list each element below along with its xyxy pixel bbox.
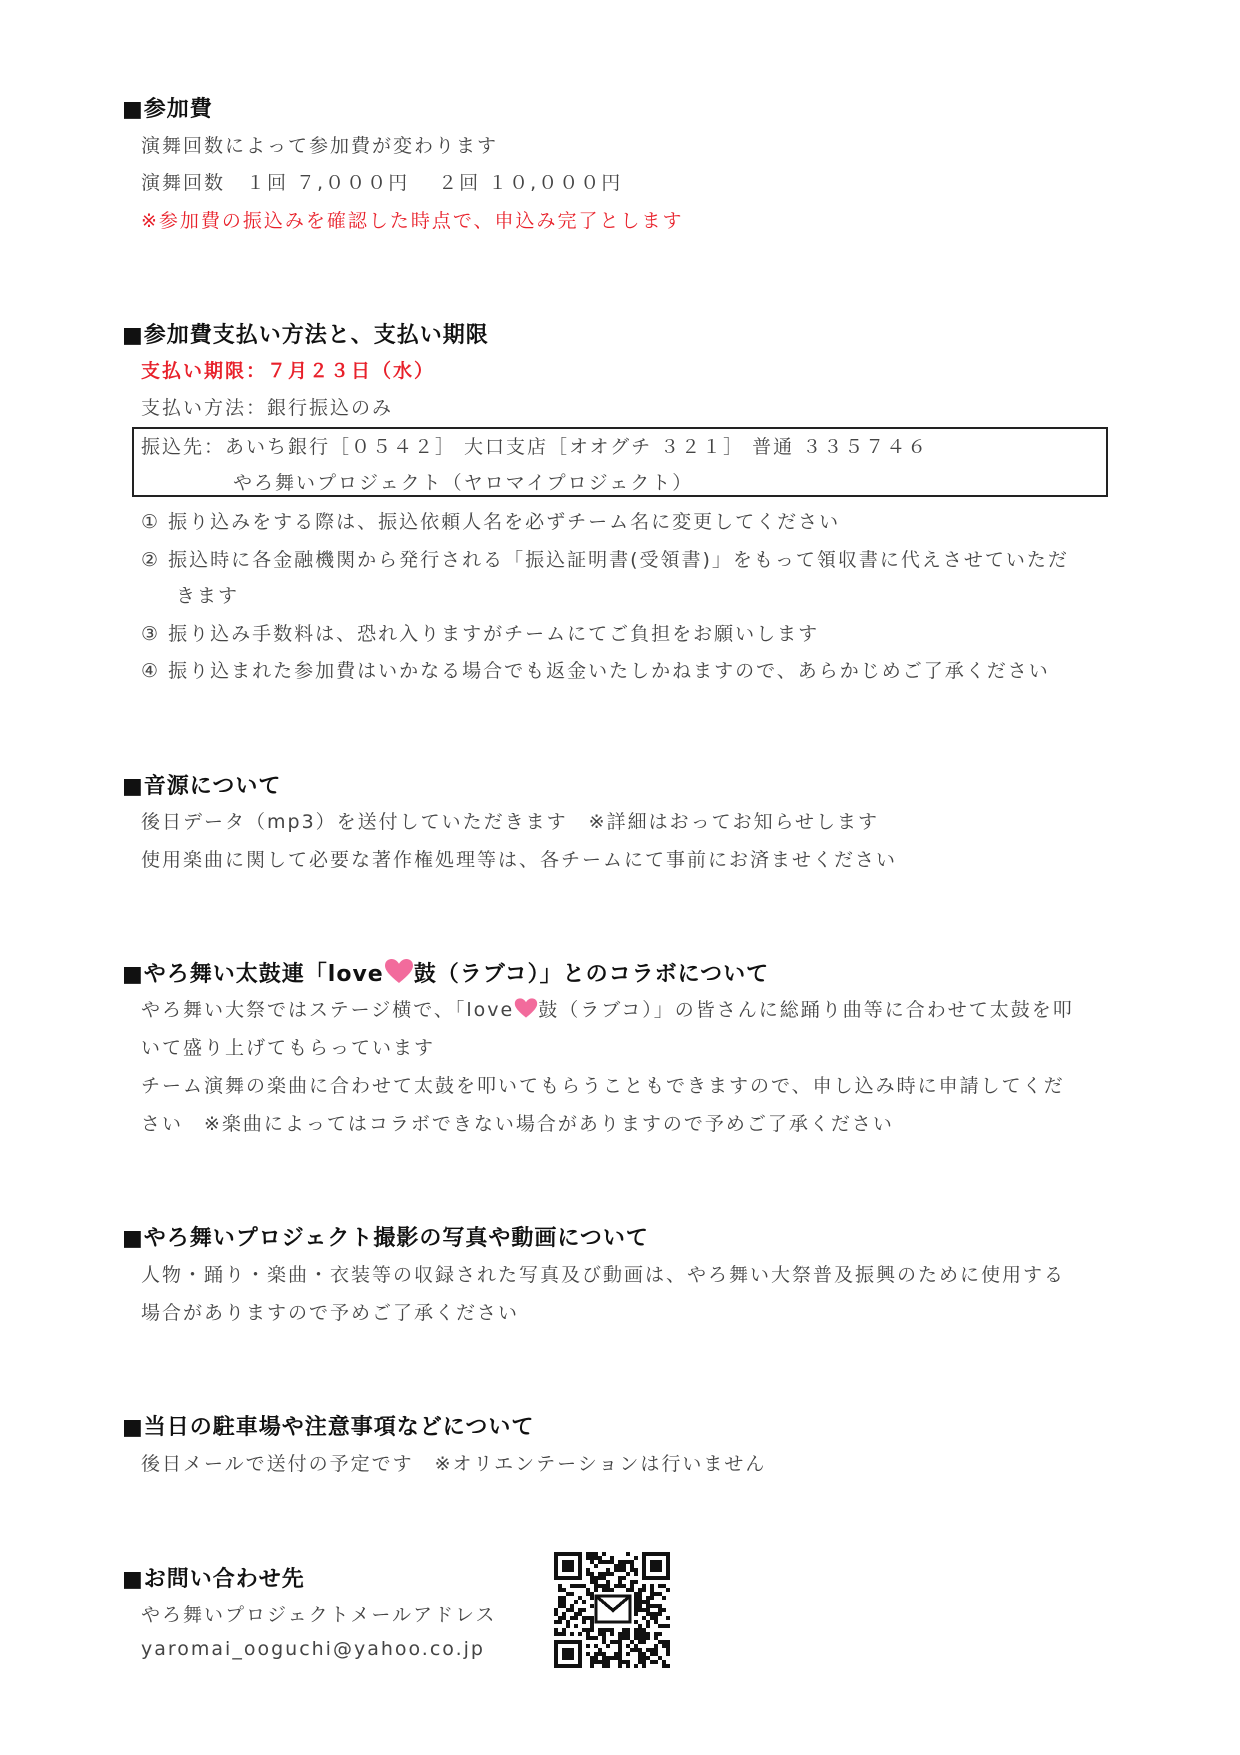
parking-heading: ■当日の駐車場や注意事項などについて <box>122 1415 535 1440</box>
bank-account-name: やろ舞いプロジェクト（ヤロマイプロジェクト） <box>233 472 694 494</box>
heart-icon <box>384 958 414 984</box>
collab-heading-pre: ■やろ舞い太鼓連「love <box>122 962 384 987</box>
payment-item-2: ② 振込時に各金融機関から発行される「振込証明書(受領書)」をもって領収書に代えさせていただ <box>141 549 1069 571</box>
mail-icon <box>596 1596 630 1622</box>
qr-code <box>554 1552 670 1668</box>
payment-heading: ■参加費支払い方法と、支払い期限 <box>122 323 489 348</box>
payment-method: 支払い方法：銀行振込のみ <box>141 397 394 419</box>
photos-line-2: 場合がありますので予めご了承ください <box>141 1302 520 1324</box>
fee-note: ※参加費の振込みを確認した時点で、申込み完了とします <box>141 210 684 232</box>
collab-line-2: いて盛り上げてもらっています <box>141 1037 436 1059</box>
parking-line-1: 後日メールで送付の予定です ※オリエンテーションは行いません <box>141 1453 767 1475</box>
fee-heading: ■参加費 <box>122 97 213 122</box>
photos-heading: ■やろ舞いプロジェクト撮影の写真や動画について <box>122 1226 649 1251</box>
collab-line-4: さい ※楽曲によってはコラボできない場合がありますので予めご了承ください <box>141 1113 894 1135</box>
payment-item-4: ④ 振り込まれた参加費はいかなる場合でも返金いたしかねますので、あらかじめご了承ください <box>141 660 1050 682</box>
contact-heading: ■お問い合わせ先 <box>122 1567 305 1592</box>
contact-label: やろ舞いプロジェクトメールアドレス <box>141 1604 497 1626</box>
music-line-1: 後日データ（mp3）を送付していただきます ※詳細はおってお知らせします <box>141 811 880 833</box>
payment-item-1: ① 振り込みをする際は、振込依頼人名を必ずチーム名に変更してください <box>141 511 841 533</box>
photos-line-1: 人物・踊り・楽曲・衣装等の収録された写真及び動画は、やろ舞い大祭普及振興のために使用する <box>141 1264 1066 1286</box>
contact-email: yaromai_ooguchi@yahoo.co.jp <box>141 1638 485 1660</box>
collab-line-3: チーム演舞の楽曲に合わせて太鼓を叩いてもらうこともできますので、申し込み時に申請してくだ <box>141 1075 1065 1097</box>
fee-amounts: 演舞回数 １回 ７,０００円 ２回 １０,０００円 <box>141 172 623 194</box>
payment-item-2-cont: きます <box>176 585 240 607</box>
collab-line-1 <box>141 995 1074 1022</box>
payment-item-3: ③ 振り込み手数料は、恐れ入りますがチームにてご負担をお願いします <box>141 623 820 645</box>
bank-account-line: 振込先：あいち銀行［０５４２］ 大口支店［オオグチ ３２１］ 普通 ３３５７４６ <box>141 436 929 458</box>
payment-deadline: 支払い期限：７月２３日（水） <box>141 360 436 382</box>
music-line-2: 使用楽曲に関して必要な著作権処理等は、各チームにて事前にお済ませください <box>141 849 898 871</box>
collab-line-1-post: 鼓（ラブコ）」の皆さんに総踊り曲等に合わせて太鼓を叩 <box>538 999 1074 1021</box>
music-heading: ■音源について <box>122 774 282 799</box>
fee-description: 演舞回数によって参加費が変わります <box>141 135 499 157</box>
collab-heading-post: 鼓（ラブコ）」とのコラボについて <box>413 962 770 987</box>
collab-heading <box>122 957 769 988</box>
heart-icon <box>514 997 538 1019</box>
collab-line-1-pre: やろ舞い大祭ではステージ横で、「love <box>141 999 515 1021</box>
